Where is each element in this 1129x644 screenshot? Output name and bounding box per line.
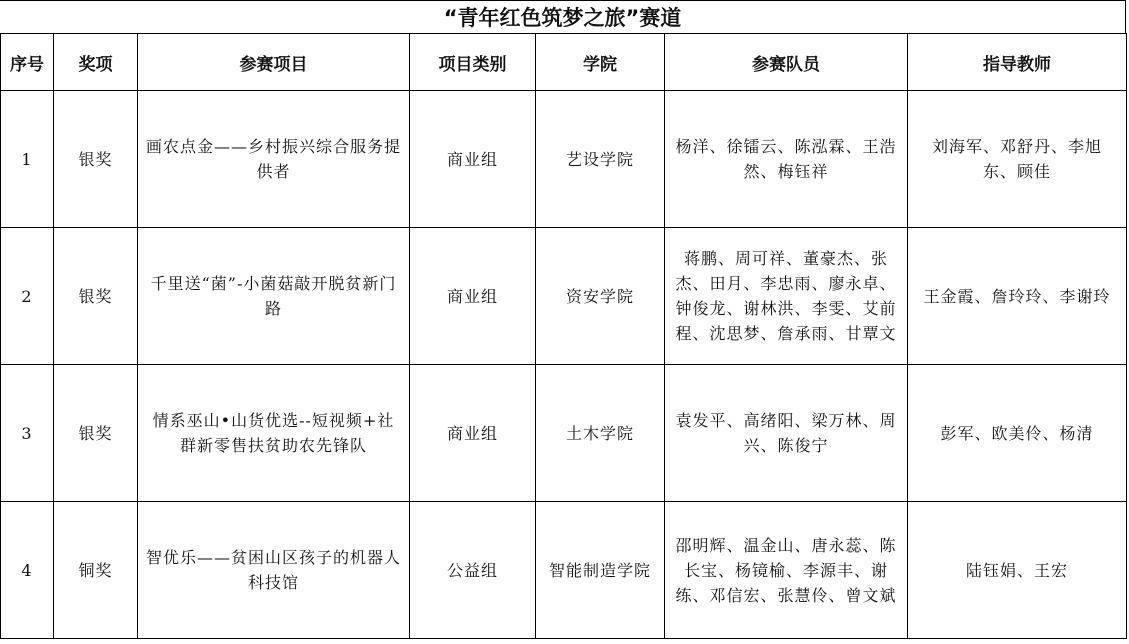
- row-members: 杨洋、徐镭云、陈泓霖、王浩然、梅钰祥: [665, 91, 908, 228]
- row-category: 商业组: [410, 91, 536, 228]
- row-category: 商业组: [410, 228, 536, 365]
- row-category: 商业组: [410, 365, 536, 502]
- row-index: 2: [1, 228, 54, 365]
- row-college: 土木学院: [536, 365, 665, 502]
- row-members: 蒋鹏、周可祥、董豪杰、张杰、田月、李忠雨、廖永卓、钟俊龙、谢林洪、李雯、艾前程、沈思梦、詹承雨、甘覃文: [665, 228, 908, 365]
- header-category: 项目类别: [410, 34, 536, 91]
- row-project: 智优乐——贫困山区孩子的机器人科技馆: [138, 502, 410, 639]
- header-award: 奖项: [54, 34, 138, 91]
- table-row: [1, 365, 1127, 502]
- header-row: [1, 34, 1127, 91]
- row-category: 公益组: [410, 502, 536, 639]
- row-advisors: 陆钰娟、王宏: [908, 502, 1127, 639]
- row-advisors: 刘海军、邓舒丹、李旭东、顾佳: [908, 91, 1127, 228]
- row-award: 铜奖: [54, 502, 138, 639]
- row-college: 资安学院: [536, 228, 665, 365]
- header-advisors: 指导教师: [908, 34, 1127, 91]
- row-advisors: 彭军、欧美伶、杨清: [908, 365, 1127, 502]
- row-index: 1: [1, 91, 54, 228]
- row-award: 银奖: [54, 91, 138, 228]
- row-award: 银奖: [54, 228, 138, 365]
- header-college: 学院: [536, 34, 665, 91]
- award-table: [0, 33, 1127, 639]
- row-award: 银奖: [54, 365, 138, 502]
- table-row: [1, 91, 1127, 228]
- header-project: 参赛项目: [138, 34, 410, 91]
- row-project: 千里送“菌”-小菌菇敲开脱贫新门路: [138, 228, 410, 365]
- table-row: [1, 502, 1127, 639]
- row-members: 袁发平、高绪阳、梁万林、周兴、陈俊宁: [665, 365, 908, 502]
- row-index: 3: [1, 365, 54, 502]
- row-college: 智能制造学院: [536, 502, 665, 639]
- table-row: [1, 228, 1127, 365]
- header-members: 参赛队员: [665, 34, 908, 91]
- row-members: 邵明辉、温金山、唐永蕊、陈长宝、杨镜榆、李源丰、谢练、邓信宏、张慧伶、曾文斌: [665, 502, 908, 639]
- header-index: 序号: [1, 34, 54, 91]
- row-project: 情系巫山•山货优选--短视频+社群新零售扶贫助农先锋队: [138, 365, 410, 502]
- row-project: 画农点金——乡村振兴综合服务提供者: [138, 91, 410, 228]
- table-title: “青年红色筑梦之旅”赛道: [0, 0, 1126, 33]
- row-college: 艺设学院: [536, 91, 665, 228]
- row-advisors: 王金霞、詹玲玲、李谢玲: [908, 228, 1127, 365]
- row-index: 4: [1, 502, 54, 639]
